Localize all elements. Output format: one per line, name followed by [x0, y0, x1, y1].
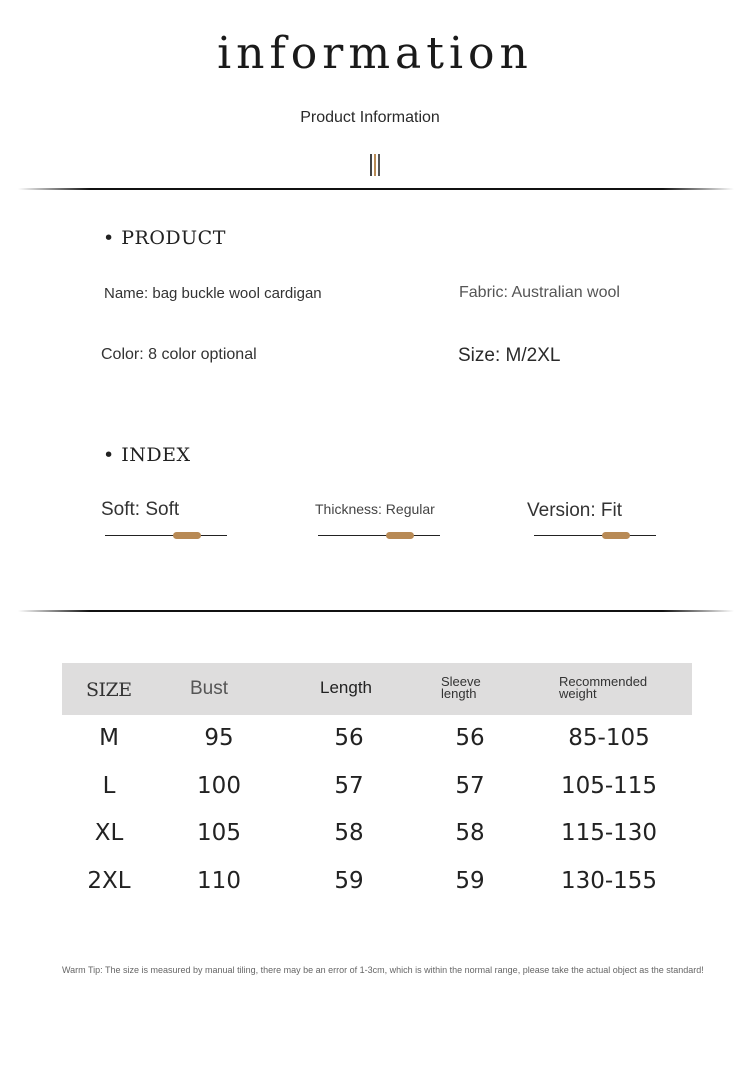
- cell-weight: 115-130: [560, 820, 658, 846]
- product-name: Name: bag buckle wool cardigan: [104, 285, 322, 302]
- table-row: [62, 858, 692, 906]
- product-fabric: Fabric: Australian wool: [459, 284, 620, 301]
- cell-bust: 100: [197, 772, 241, 799]
- header-recommended-weight: Recommended weight: [559, 674, 648, 701]
- slider-knob: [173, 532, 201, 539]
- cell-length: 57: [334, 772, 364, 799]
- cell-weight: 130-155: [560, 867, 658, 894]
- index-heading: • INDEX: [103, 444, 191, 466]
- page-subtitle: Product Information: [300, 109, 440, 126]
- cell-length: 59: [334, 867, 364, 894]
- cell-size: L: [102, 772, 116, 799]
- index-slider-soft: [105, 529, 227, 543]
- header-length: Length: [320, 678, 372, 697]
- index-label-version: Version: Fit: [527, 500, 623, 521]
- table-row: [62, 810, 692, 858]
- cell-sleeve: 57: [455, 772, 485, 799]
- product-heading: • PRODUCT: [103, 227, 226, 249]
- index-slider-version: [534, 529, 656, 543]
- cell-sleeve: 58: [455, 820, 485, 846]
- cell-bust: 105: [197, 820, 241, 846]
- warm-tip: Warm Tip: The size is measured by manual tiling, there may be an error of 1-3cm, which is within the normal range, please take the actual object as the standard!: [62, 965, 704, 975]
- decorative-bars-icon: [368, 154, 382, 176]
- index-label-thickness: Thickness: Regular: [315, 501, 435, 517]
- cell-bust: 95: [204, 725, 234, 751]
- cell-bust: 110: [197, 867, 241, 894]
- cell-weight: 85-105: [568, 725, 650, 751]
- cell-weight: 105-115: [560, 772, 658, 799]
- size-table: [62, 663, 692, 905]
- size-table-header: [62, 663, 692, 715]
- table-row: [62, 763, 692, 811]
- slider-knob: [602, 532, 630, 539]
- slider-knob: [386, 532, 414, 539]
- index-slider-thickness: [318, 529, 440, 543]
- cell-size: M: [99, 725, 119, 751]
- divider-middle: [18, 610, 734, 612]
- table-row: [62, 715, 692, 763]
- cell-size: 2XL: [87, 867, 131, 894]
- index-label-soft: Soft: Soft: [101, 499, 180, 520]
- product-size: Size: M/2XL: [458, 345, 561, 366]
- header-size: SIZE: [86, 679, 132, 701]
- product-color: Color: 8 color optional: [101, 346, 257, 363]
- cell-length: 56: [334, 725, 364, 751]
- cell-length: 58: [334, 820, 364, 846]
- divider-top: [18, 188, 734, 190]
- cell-sleeve: 56: [455, 725, 485, 751]
- page-title: information: [217, 28, 533, 79]
- header-bust: Bust: [190, 678, 229, 699]
- cell-size: XL: [94, 820, 124, 846]
- header-sleeve-length: Sleeve length: [441, 674, 481, 701]
- cell-sleeve: 59: [455, 867, 485, 894]
